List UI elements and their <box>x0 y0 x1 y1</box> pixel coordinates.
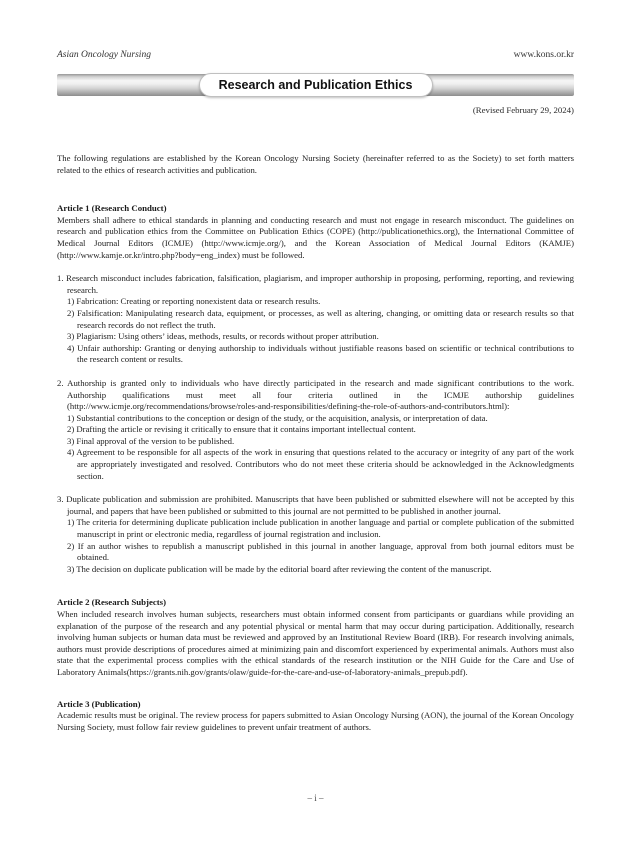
article-1-item-2 <box>57 378 574 482</box>
subitem: 3) The decision on duplicate publication will be made by the editorial board after reviewing the content of the manuscript. <box>67 563 492 574</box>
subitem: 4) Agreement to be responsible for all aspects of the work in ensuring that questions related to the accuracy or integrity of any part of the work are appropriately investigated and resolved. Contributors who do not meet these criteria should be acknowledged in the Acknowledgments section. <box>67 447 574 481</box>
subitem: 2) Falsification: Manipulating research data, equipment, or processes, as well as altering, changing, or omitting data or research results so that research records do not reflect the truth. <box>67 307 574 330</box>
subitem: 4) Unfair authorship: Granting or denying authorship to individuals without justifiable reasons based on scientific or technical contributions to the research content or results. <box>67 342 574 365</box>
article-3-body: Academic results must be original. The review process for papers submitted to Asian Oncology Nursing (AON), the journal of the Korean Oncology Nursing Society, must follow fair review guidelines to prevent unfair treatment of authors. <box>57 710 574 732</box>
revision-date: (Revised February 29, 2024) <box>472 105 574 115</box>
intro-paragraph: The following regulations are established by the Korean Oncology Nursing Society (hereinafter referred to as the Society) to set forth matters related to the ethics of research activities and publication. <box>57 153 574 175</box>
article-1-item-3 <box>57 494 574 575</box>
article-2-heading: Article 2 (Research Subjects) <box>57 597 167 608</box>
subitem: 1) Substantial contributions to the conception or design of the study, or the acquisition, analysis, or interpretation of data. <box>67 412 488 423</box>
subitem: 1) The criteria for determining duplicate publication include publication in another language and partial or complete publication of the submitted manuscript in print or electronic media, regardless of journal registration and inclusion. <box>67 517 574 540</box>
article-1-item-1 <box>57 273 574 366</box>
article-3-heading: Article 3 (Publication) <box>57 698 141 709</box>
title-banner <box>57 74 574 96</box>
item-text: 3. Duplicate publication and submission are prohibited. Manuscripts that have been published or submitted elsewhere will not be accepted by this journal, and papers that have been published or submitted to this journal are not permitted to be published in another journal. <box>57 494 574 516</box>
article-1-body: Members shall adhere to ethical standards in planning and conducting research and must not engage in research misconduct. The guidelines on research and publication ethics from the Committee on Publication Ethics (COPE) (http://publicationethics.org), the International Committee of Medical Journal Editors (ICMJE) (http://www.icmje.org/), and the Korean Association of Medical Journal Editors (KAMJE) (http://www.kamje.or.kr/intro.php?body=eng_index) must be followed. <box>57 214 574 260</box>
page-title: Research and Publication Ethics <box>218 78 413 92</box>
journal-name: Asian Oncology Nursing <box>57 50 151 60</box>
subitem: 3) Plagiarism: Using others’ ideas, methods, results, or records without proper attribution. <box>67 331 379 342</box>
subitem: 3) Final approval of the version to be published. <box>67 435 235 446</box>
running-head <box>57 50 574 60</box>
article-2-body: When included research involves human subjects, researchers must obtain informed consent from participants or guardians while providing an explanation of the purpose of the research and any potential physical or mental harm that may occur during participation. Additionally, research involving human subjects or human data must be reviewed and approved by an Institutional Review Board (IRB). For research involving animals, authors must provide descriptions of procedures aimed at minimizing pain and discomfort experienced by experimental animals. Authors must also state that the experimental process complies with the ethical standards of the research institution or the NIH Guide for the Care and Use of Laboratory Animals(https://grants.nih.gov/grants/olaw/guide-for-the-care-and-use-of-laboratory-animals_prepub.pdf). <box>57 609 574 677</box>
title-banner-pill <box>199 73 433 97</box>
article-1-heading: Article 1 (Research Conduct) <box>57 203 167 214</box>
item-text: 1. Research misconduct includes fabrication, falsification, plagiarism, and improper authorship in proposing, performing, reporting, and reviewing research. <box>57 273 574 295</box>
journal-website: www.kons.or.kr <box>513 50 574 60</box>
item-text: 2. Authorship is granted only to individuals who have directly participated in the research and made significant contributions to the work. Authorship qualifications must meet all four criteria outlined in the ICMJE authorship guidelines (http://www.icmje.org/recommendations/browse/roles-and-responsibilities/defining-the-role-of-authors-and-contributors.html): <box>57 377 574 412</box>
subitem: 2) If an author wishes to republish a manuscript published in this journal in another language, approval from both journal editors must be obtained. <box>67 540 574 563</box>
subitem: 2) Drafting the article or revising it critically to ensure that it contains important intellectual content. <box>67 424 416 435</box>
subitem: 1) Fabrication: Creating or reporting nonexistent data or research results. <box>67 296 321 307</box>
page-number: – i – <box>307 793 324 803</box>
